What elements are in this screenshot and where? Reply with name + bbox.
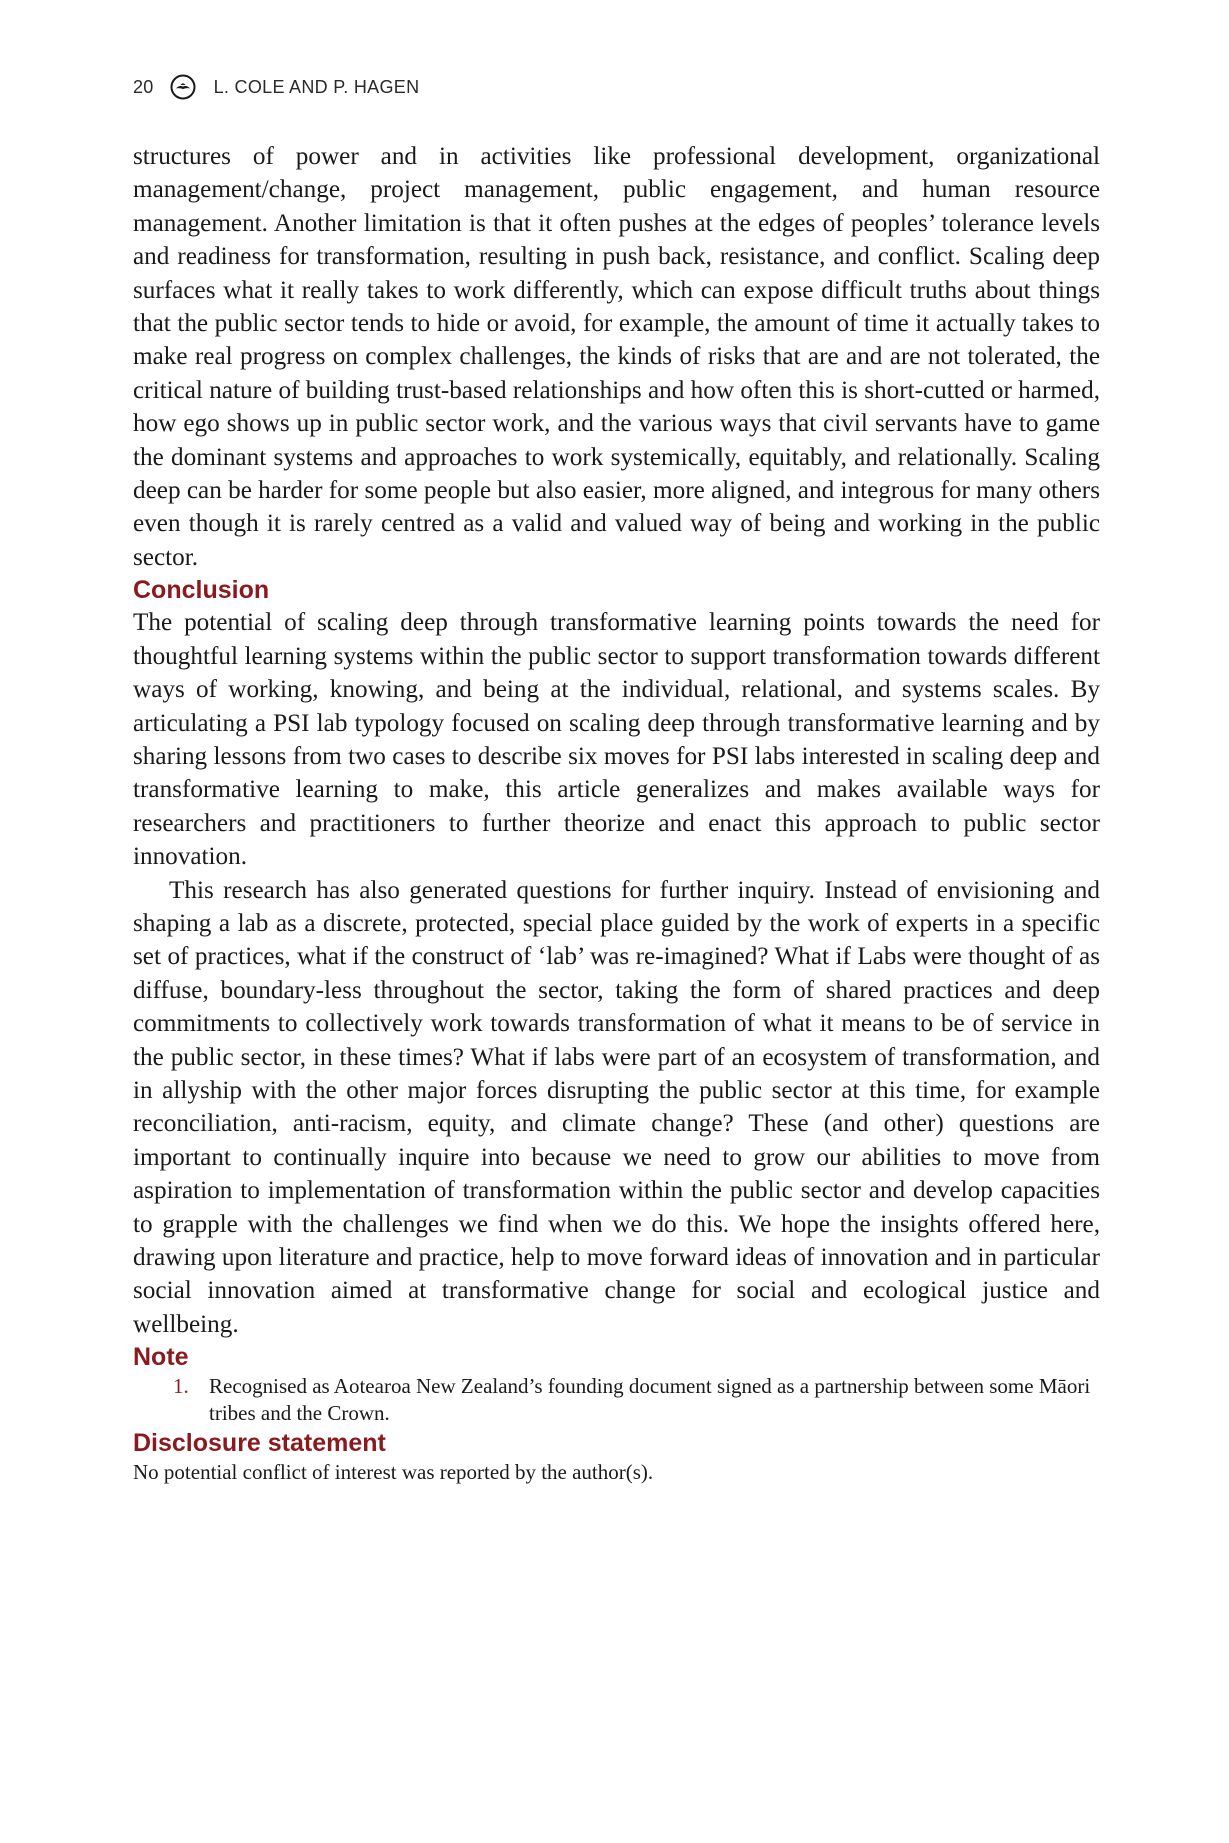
disclosure-text: No potential conflict of interest was reported by the author(s). [133,1460,654,1485]
note-text: Recognised as Aotearoa New Zealand’s founding document signed as a partnership between some Māori tribes and the Crown. [209,1374,1091,1426]
disclosure-heading: Disclosure statement [133,1429,386,1458]
note-list [133,1373,1100,1427]
note-item [133,1373,1100,1427]
page-number: 20 [133,76,154,97]
conclusion-heading: Conclusion [133,576,270,605]
conclusion-paragraph-1: The potential of scaling deep through transformative learning points towards the need for thoughtful learning systems within the public sector to support transformation towards different ways of working, knowing, and being at the individual, relational, and systems scales. By articulating a PSI lab typology focused on scaling deep through transformative learning and by sharing lessons from two cases to describe six moves for PSI labs interested in scaling deep and transformative learning to make, this article generalizes and makes available ways for researchers and practitioners to further theorize and enact this approach to public sector innovation. [133,609,1100,871]
publisher-logo-icon [170,74,196,100]
note-number[interactable]: 1. [173,1374,189,1399]
continued-paragraph: structures of power and in activities like professional development, organizational management/change, project management, public engagement, and human resource management. Another limitation is that it often pushes at the edges of peoples’ tolerance levels and readiness for transformation, resulting in push back, resistance, and conflict. Scaling deep surfaces what it really takes to work differently, which can expose difficult truths about things that the public sector tends to hide or avoid, for example, the amount of time it actually takes to make real progress on complex challenges, the kinds of risks that are and are not tolerated, the critical nature of building trust-based relationships and how often this is short-cutted or harmed, how ego shows up in public sector work, and the various ways that civil servants have to game the dominant systems and approaches to work systemically, equitably, and relationally. Scaling deep can be harder for some people but also easier, more aligned, and integrous for many others even though it is rarely centred as a valid and valued way of being and working in the public sector. [133,143,1100,571]
running-header [133,72,419,102]
conclusion-paragraph-2: This research has also generated questions for further inquiry. Instead of envisioning and shaping a lab as a discrete, protected, special place guided by the work of experts in a specific set of practices, what if the construct of ‘lab’ was re-imagined? What if Labs were thought of as diffuse, boundary-less throughout the sector, taking the form of shared practices and deep commitments to collectively work towards transformation of what it means to be of service in the public sector, in these times? What if labs were part of an ecosystem of transformation, and in allyship with the other major forces disrupting the public sector at this time, for example reconciliation, anti-racism, equity, and climate change? These (and other) questions are important to continually inquire into because we need to grow our abilities to move from aspiration to implementation of transformation within the public sector and develop capacities to grapple with the challenges we find when we do this. We hope the insights offered here, drawing upon literature and practice, help to move forward ideas of innovation and in particular social innovation aimed at transformative change for social and ecological justice and wellbeing. [133,876,1100,1338]
running-head-authors: L. COLE AND P. HAGEN [213,76,420,97]
note-heading: Note [133,1343,189,1372]
article-content [133,140,1100,1486]
